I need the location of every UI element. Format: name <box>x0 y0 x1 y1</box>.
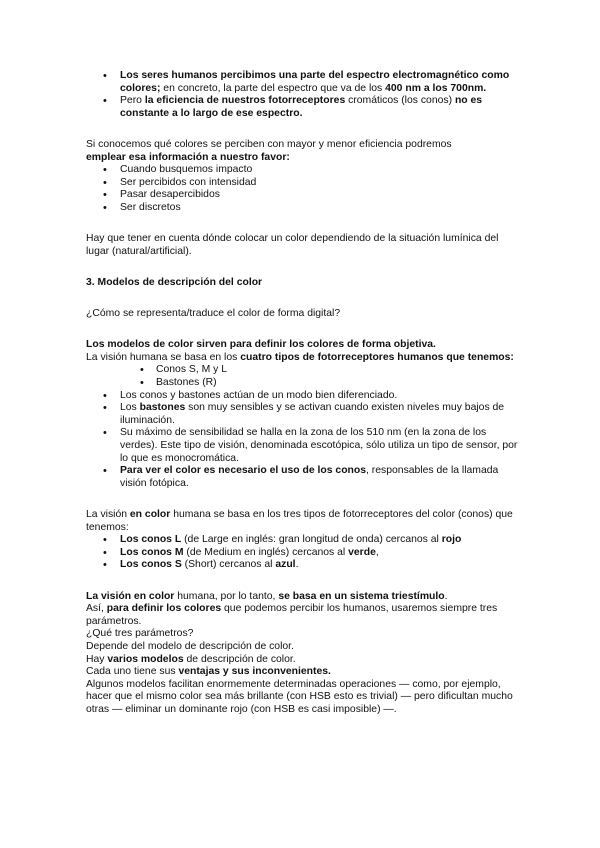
text: son muy sensibles y se activan cuando existen niveles muy bajos de iluminación. <box>120 402 505 426</box>
text: que podemos percibir los humanos, usaremos siempre tres parámetros. <box>86 603 498 627</box>
paragraph <box>86 654 522 667</box>
list-item: • Bastones (R) <box>86 377 522 390</box>
paragraph <box>86 339 522 352</box>
bold-text: Los seres humanos percibimos una parte del espectro electromagnético como colores; <box>120 70 510 94</box>
paragraph <box>86 666 522 679</box>
text: Los <box>120 402 140 414</box>
paragraph: Hay que tener en cuenta dónde colocar un color dependiendo de la situación lumínica del lugar (natural/artificial). <box>86 233 499 257</box>
bold-text: ventajas y sus inconvenientes. <box>178 666 331 678</box>
list-item: • Los conos y bastones actúan de un modo bien diferenciado. <box>86 390 522 403</box>
list-item <box>86 559 522 572</box>
text: (de Medium en inglés) cercanos al <box>183 546 349 558</box>
section-question: ¿Cómo se representa/traduce el color de forma digital? <box>86 308 341 320</box>
list-item: • Cuando busquemos impacto <box>86 164 522 177</box>
paragraph <box>86 509 522 534</box>
bold-text: no es constante a lo largo de ese espectro. <box>120 95 483 119</box>
bold-text: 400 nm a los 700nm. <box>385 82 487 94</box>
text: . <box>295 559 299 571</box>
models-list <box>86 390 522 491</box>
bold-text: azul <box>275 559 296 571</box>
list-item <box>86 402 522 427</box>
text: La visión <box>86 509 130 520</box>
bold-text: Los modelos de color sirven para definir los colores de forma objetiva. <box>86 339 436 351</box>
text: (Short) cercanos al <box>181 559 276 571</box>
paragraph <box>86 139 522 164</box>
text: Así, <box>86 603 107 615</box>
bold-text: verde <box>348 546 376 558</box>
bold-text: cuatro tipos de fotorreceptores humanos que tenemos: <box>240 351 514 363</box>
bold-text: Los conos M <box>120 546 184 558</box>
bold-text: se basa en un sistema triestímulo <box>278 590 445 602</box>
text: , <box>375 546 379 558</box>
section-heading <box>86 277 522 290</box>
text: . <box>444 590 448 602</box>
cones-list <box>86 534 522 572</box>
bold-text: La visión en color <box>86 590 175 602</box>
list-item <box>86 465 522 490</box>
bold-text: emplear esa información a nuestro favor: <box>86 151 290 163</box>
list-item <box>86 70 522 95</box>
text: humana se basa en los tres tipos de fotorreceptores del color (conos) que tenemos: <box>86 509 513 533</box>
sub-list <box>86 364 522 389</box>
list-item <box>86 534 522 547</box>
text: Si conocemos qué colores se perciben con mayor y menor eficiencia podremos <box>86 138 452 150</box>
document-body <box>86 70 522 717</box>
list-item <box>86 547 522 560</box>
bold-text: para definir los colores <box>106 603 222 615</box>
intro-list <box>86 70 522 120</box>
bold-text: rojo <box>441 534 462 546</box>
text: Pero <box>120 95 145 107</box>
text: Cada uno tiene sus <box>86 666 179 678</box>
paragraph <box>86 603 522 628</box>
paragraph: Depende del modelo de descripción de color. <box>86 640 294 652</box>
text: (de Large en inglés: gran longitud de onda) cercanos al <box>181 534 442 546</box>
bold-text: varios modelos <box>107 653 184 665</box>
bold-text: en color <box>129 509 171 520</box>
bold-text: Para ver el color es necesario el uso de los conos <box>120 465 367 477</box>
bold-text: Los conos S <box>120 559 182 571</box>
bold-text: Los conos L <box>120 534 182 546</box>
paragraph <box>86 591 522 604</box>
list-item: • Pasar desapercibidos <box>86 189 522 202</box>
text: cromáticos (los conos) <box>345 95 455 107</box>
text: La visión humana se basa en los <box>86 351 241 363</box>
efficiency-list <box>86 164 522 214</box>
text: en concreto, la parte del espectro que va de los <box>160 82 386 94</box>
bold-text: bastones <box>139 402 186 414</box>
heading-text: 3. Modelos de descripción del color <box>86 276 263 288</box>
list-item: • Ser discretos <box>86 202 522 215</box>
paragraph <box>86 352 522 365</box>
text: humana, por lo tanto, <box>174 590 279 602</box>
text: Hay <box>86 653 108 665</box>
list-item <box>86 95 522 120</box>
paragraph: Algunos modelos facilitan enormemente determinadas operaciones — como, por ejemplo, hacer que el mismo color sea más brillante (con HSB esto es trivial) — pero dificultan mucho otras — eliminar un dominante rojo (con HSB es casi imposible) —. <box>86 678 513 715</box>
paragraph: ¿Qué tres parámetros? <box>86 628 194 640</box>
list-item: • Su máximo de sensibilidad se halla en la zona de los 510 nm (en la zona de los verdes). Este tipo de visión, denominada escotópica, sólo utiliza un tipo de sensor, por lo que es monocromática. <box>86 427 522 465</box>
list-item: • Conos S, M y L <box>86 364 522 377</box>
bold-text: la eficiencia de nuestros fotorreceptores <box>144 95 346 107</box>
list-item: • Ser percibidos con intensidad <box>86 177 522 190</box>
text: de descripción de color. <box>183 653 296 665</box>
text: , responsables de la llamada visión fotópica. <box>120 465 499 489</box>
